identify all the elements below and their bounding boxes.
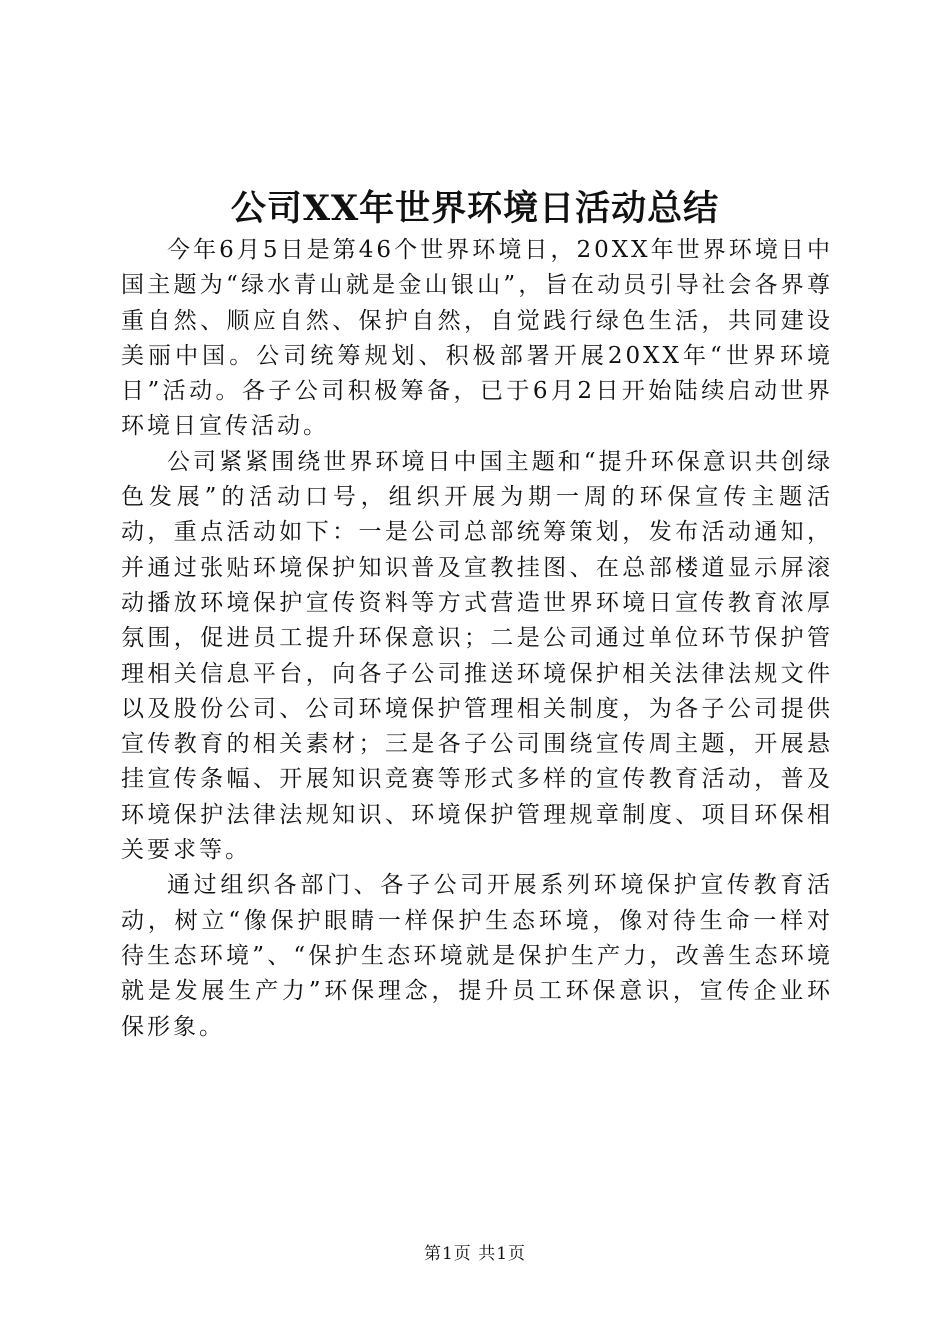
document-title: 公司XX年世界环境日活动总结 — [230, 188, 720, 229]
document-body — [121, 233, 833, 1045]
page-number-footer: 第1页 共1页 — [423, 1244, 527, 1264]
paragraph-conclusion: 通过组织各部门、各子公司开展系列环境保护宣传教育活动，树立“像保护眼睛一样保护生态环境，像对待生命一样对待生态环境”、“保护生态环境就是保护生产力，改善生态环境就是发展生产力”环保理念，提升员工环保意识，宣传企业环保形象。 — [121, 872, 833, 1040]
paragraph-intro: 今年6月5日是第46个世界环境日，20XX年世界环境日中国主题为“绿水青山就是金山银山”，旨在动员引导社会各界尊重自然、顺应自然、保护自然，自觉践行绿色生活，共同建设美丽中国。公司统筹规划、积极部署开展20XX年“世界环境日”活动。各子公司积极筹备，已于6月2日开始陆续启动世界环境日宣传活动。 — [121, 237, 833, 440]
paragraph-activities: 公司紧紧围绕世界环境日中国主题和“提升环保意识共创绿色发展”的活动口号，组织开展为期一周的环保宣传主题活动，重点活动如下：一是公司总部统筹策划，发布活动通知，并通过张贴环境保护知识普及宣教挂图、在总部楼道显示屏滚动播放环境保护宣传资料等方式营造世界环境日宣传教育浓厚氛围，促进员工提升环保意识；二是公司通过单位环节保护管理相关信息平台，向各子公司推送环境保护相关法律法规文件以及股份公司、公司环境保护管理相关制度，为各子公司提供宣传教育的相关素材；三是各子公司围绕宣传周主题，开展悬挂宣传条幅、开展知识竞赛等形式多样的宣传教育活动，普及环境保护法律法规知识、环境保护管理规章制度、项目环保相关要求等。 — [121, 448, 833, 864]
